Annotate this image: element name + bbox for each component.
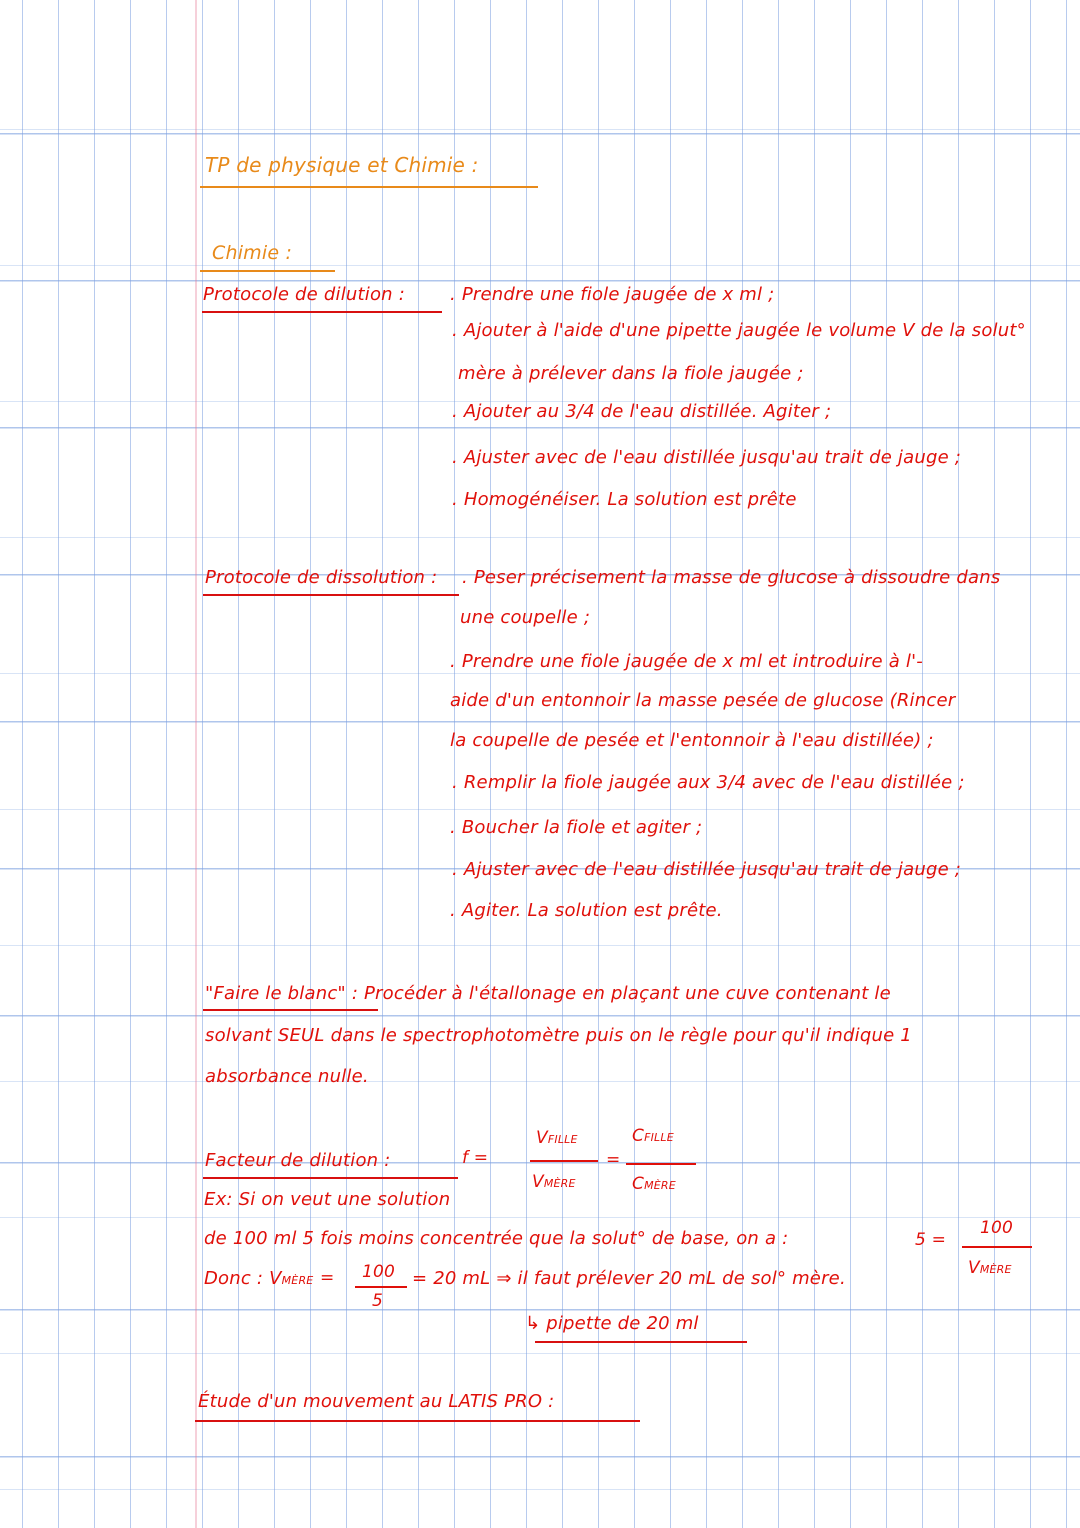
facteur-heading: Facteur de dilution : [205,1150,391,1171]
dilution-step: . Homogénéiser. La solution est prête [452,489,797,510]
dilution-step: . Ajouter à l'aide d'une pipette jaugée le volume V de la solut° [452,320,1026,341]
dissolution-heading-underline [203,594,459,596]
dilution-step: . Prendre une fiole jaugée de x ml ; [450,284,775,305]
pipette-note: ↳ pipette de 20 ml [525,1313,699,1334]
dissolution-step: . Remplir la fiole jaugée aux 3/4 avec de l'eau distillée ; [452,772,965,793]
formula-equals: = [606,1150,621,1170]
example-line: Ex: Si on veut une solution [204,1189,451,1210]
dissolution-step: une coupelle ; [460,607,591,628]
page-margin-line [195,0,197,1528]
c-fille: CFILLE [632,1126,674,1146]
etude-heading: Étude d'un mouvement au LATIS PRO : [198,1391,555,1412]
fraction-bar [962,1246,1032,1248]
title-underline [200,186,538,188]
donc-numerator: 100 [362,1262,396,1282]
dilution-heading-underline [202,311,442,313]
v-mere-2: VMÈRE [968,1258,1012,1278]
blanc-line: absorbance nulle. [205,1066,369,1087]
dilution-step: mère à prélever dans la fiole jaugée ; [458,363,804,384]
c-mere: CMÈRE [632,1174,676,1194]
section-heading-chimie: Chimie : [212,242,293,264]
blanc-line: "Faire le blanc" : Procéder à l'étallonage en plaçant une cuve contenant le [205,983,891,1004]
example-line: de 100 ml 5 fois moins concentrée que la solut° de base, on a : [204,1228,789,1249]
num-100: 100 [980,1218,1014,1238]
dissolution-step: . Boucher la fiole et agiter ; [450,817,703,838]
fraction-bar [530,1160,598,1162]
formula-f: f = [462,1148,489,1168]
v-mere: VMÈRE [532,1172,576,1192]
page-title: TP de physique et Chimie : [205,153,479,177]
etude-underline [195,1420,640,1422]
donc-denominator: 5 [372,1291,384,1311]
dissolution-step: la coupelle de pesée et l'entonnoir à l'eau distillée) ; [450,730,934,751]
dissolution-step: . Ajuster avec de l'eau distillée jusqu'au trait de jauge ; [452,859,962,880]
dissolution-step: aide d'un entonnoir la masse pesée de glucose (Rincer [450,690,956,711]
dilution-step: . Ajouter au 3/4 de l'eau distillée. Agiter ; [452,401,832,422]
donc-line: Donc : VMÈRE [204,1268,314,1289]
dilution-heading: Protocole de dilution : [203,284,405,305]
dissolution-step: . Agiter. La solution est prête. [450,900,723,921]
section-underline [200,270,335,272]
dissolution-heading: Protocole de dissolution : [205,567,438,588]
blanc-heading-underline [203,1009,378,1011]
five-equals: 5 = [915,1230,947,1250]
dilution-step: . Ajuster avec de l'eau distillée jusqu'au trait de jauge ; [452,447,962,468]
facteur-heading-underline [203,1177,458,1179]
v-fille: VFILLE [536,1128,578,1148]
pipette-underline [535,1341,747,1343]
dissolution-step: . Peser précisement la masse de glucose à dissoudre dans [462,567,1001,588]
donc-equals: = [320,1268,335,1288]
donc-result: = 20 mL ⇒ il faut prélever 20 mL de sol° mère. [412,1268,846,1289]
fraction-bar [355,1286,407,1288]
fraction-bar [626,1163,696,1165]
dissolution-step: . Prendre une fiole jaugée de x ml et introduire à l'- [450,651,923,672]
blanc-line: solvant SEUL dans le spectrophotomètre puis on le règle pour qu'il indique 1 [205,1025,912,1046]
